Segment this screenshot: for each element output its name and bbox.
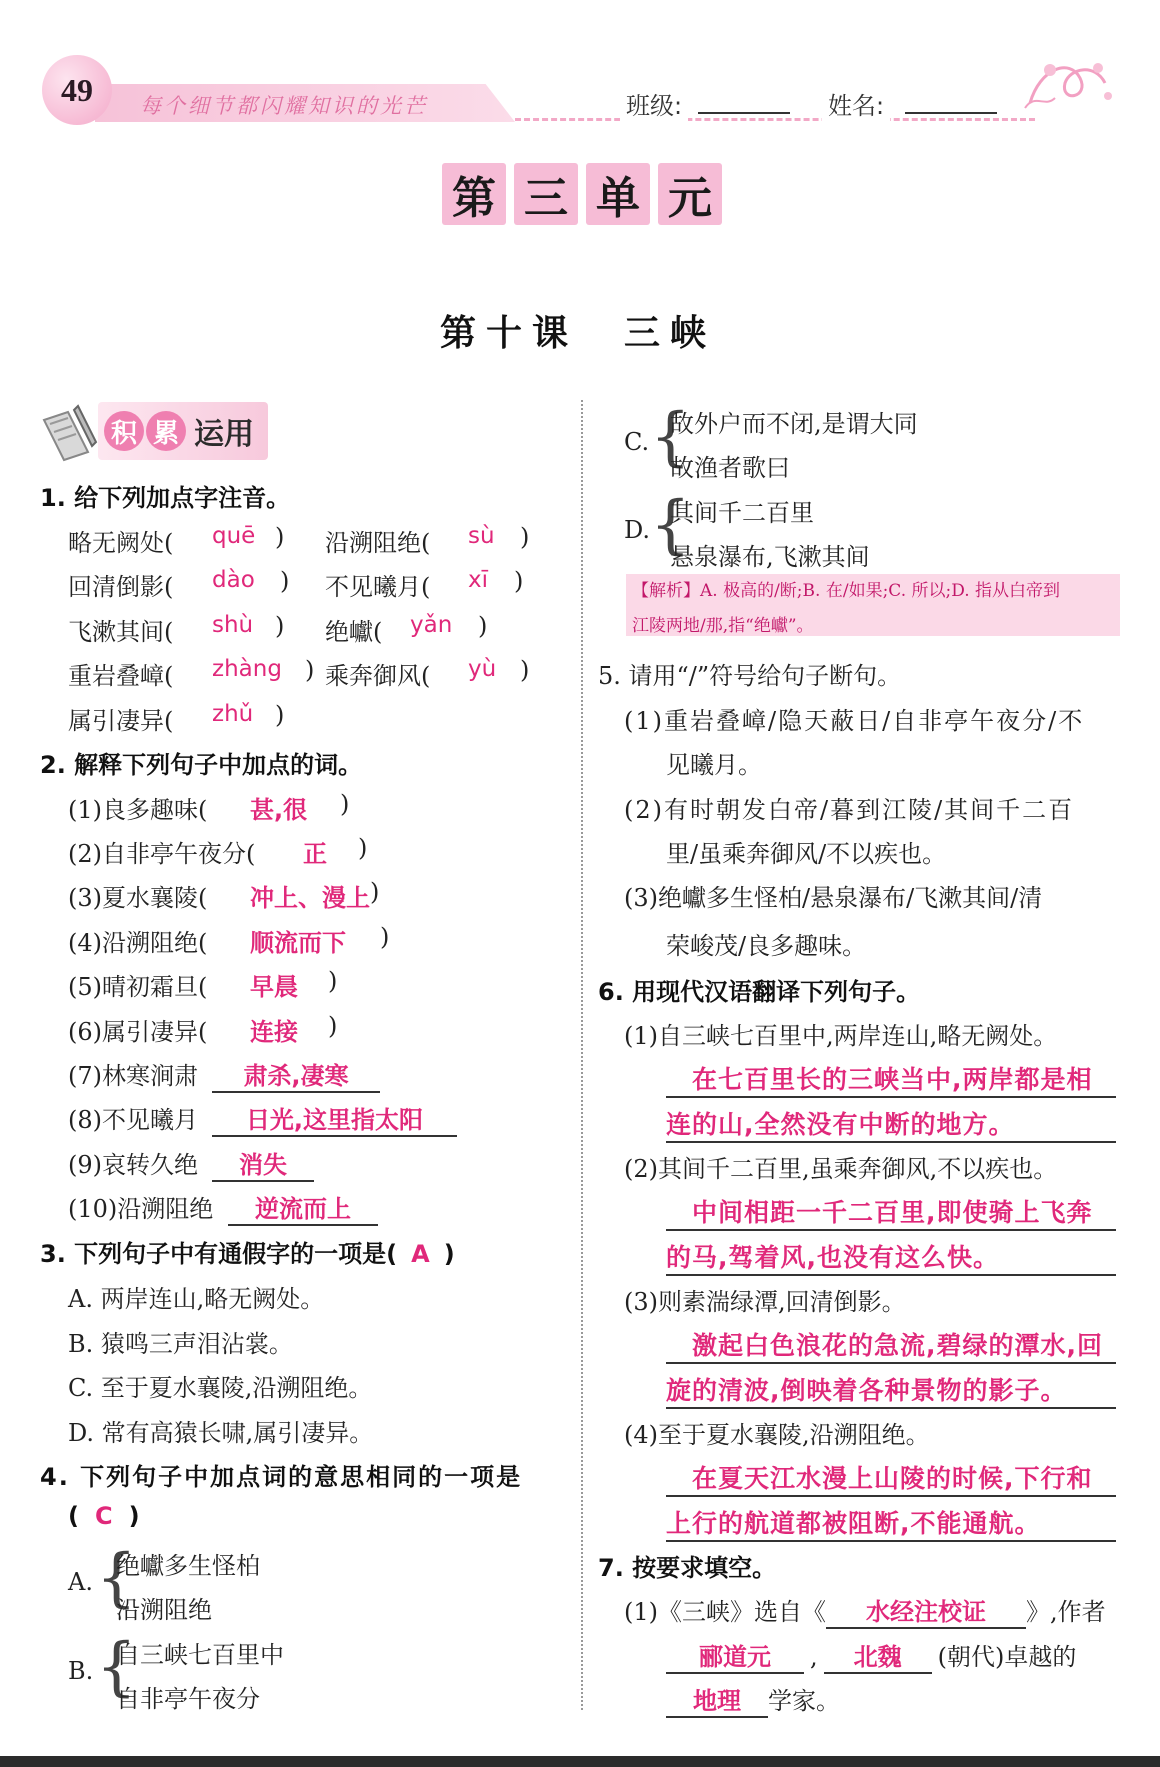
section-badge: 积 bbox=[104, 411, 144, 451]
q4-option-label: B. bbox=[68, 1657, 94, 1685]
q2-answer[interactable]: 正 bbox=[303, 840, 327, 868]
q1-close: ) bbox=[520, 523, 530, 551]
q1-answer[interactable]: zhàng bbox=[212, 656, 282, 682]
q7-answer[interactable]: 水经注校证 bbox=[826, 1592, 1026, 1629]
q1-item: 属引凄异( bbox=[68, 707, 174, 735]
brace-icon: { bbox=[96, 1541, 137, 1615]
q2-answer[interactable]: 消失 bbox=[212, 1145, 314, 1182]
q4-option-line: 绝巘多生怪柏 bbox=[116, 1552, 260, 1580]
q4-option-label: A. bbox=[68, 1568, 93, 1596]
q6-answer[interactable]: 中间相距一千二百里,即使骑上飞奔 bbox=[666, 1193, 1116, 1231]
question-5-title: 5. 请用“/”符号给句子断句。 bbox=[598, 662, 902, 690]
q7-answer[interactable]: 郦道元 bbox=[666, 1637, 804, 1674]
q1-item: 重岩叠嶂( bbox=[68, 662, 174, 690]
q1-item: 绝巘( bbox=[325, 618, 383, 646]
q2-close: ) bbox=[358, 834, 368, 862]
q1-answer[interactable]: zhǔ bbox=[212, 701, 254, 727]
q2-item: (4)沿溯阻绝( bbox=[68, 929, 208, 957]
lesson-title: 第十课 三峡 bbox=[440, 312, 717, 354]
q2-close: ) bbox=[370, 878, 380, 906]
header-tagline: 每个细节都闪耀知识的光芒 bbox=[140, 94, 428, 118]
question-7-title: 7. 按要求填空。 bbox=[598, 1554, 777, 1582]
q1-close: ) bbox=[275, 701, 285, 729]
q1-close: ) bbox=[520, 656, 530, 684]
q1-answer[interactable]: sù bbox=[468, 523, 495, 549]
q7-line: 郦道元 , 北魏 (朝代)卓越的 bbox=[666, 1637, 1076, 1674]
q2-item: (1)良多趣味( bbox=[68, 796, 208, 824]
q3-option: D. 常有高猿长啸,属引凄异。 bbox=[68, 1419, 374, 1447]
section-header bbox=[98, 402, 268, 460]
q4-option-line: 故外户而不闭,是谓大同 bbox=[670, 410, 918, 438]
q2-answer[interactable]: 冲上、漫上 bbox=[250, 884, 370, 912]
bottom-edge bbox=[0, 1756, 1160, 1767]
q2-item: (5)晴初霜旦( bbox=[68, 973, 208, 1001]
q1-item: 飞漱其间( bbox=[68, 618, 174, 646]
unit-title-char: 元 bbox=[658, 163, 722, 225]
question-3-title: 3. 下列句子中有通假字的一项是( A ) bbox=[40, 1240, 455, 1268]
unit-title-char: 第 bbox=[442, 163, 506, 225]
q3-option: C. 至于夏水襄陵,沿溯阻绝。 bbox=[68, 1374, 373, 1402]
q7-line: 地理 学家。 bbox=[666, 1681, 840, 1718]
q4-option-line: 故渔者歌曰 bbox=[670, 454, 790, 482]
q7-line: (1)《三峡》选自《 水经注校证 》,作者 bbox=[624, 1592, 1106, 1629]
q4-option-label: C. bbox=[624, 428, 650, 456]
q2-item: (7)林寒涧肃 bbox=[68, 1062, 198, 1090]
q6-answer[interactable]: 旋的清波,倒映着各种景物的影子。 bbox=[666, 1371, 1116, 1409]
q1-item: 略无阙处( bbox=[68, 529, 174, 557]
q1-close: ) bbox=[275, 612, 285, 640]
q2-close: ) bbox=[340, 790, 350, 818]
q1-close: ) bbox=[275, 523, 285, 551]
q1-answer[interactable]: xī bbox=[468, 567, 489, 593]
q1-answer[interactable]: shù bbox=[212, 612, 254, 638]
q6-answer[interactable]: 激起白色浪花的急流,碧绿的潭水,回 bbox=[666, 1326, 1116, 1364]
flourish-ornament-icon bbox=[1020, 48, 1120, 118]
q1-close: ) bbox=[305, 656, 315, 684]
q2-answer[interactable]: 连接 bbox=[250, 1018, 298, 1046]
q5-line: 里/虽乘奔御风/不以疾也。 bbox=[666, 840, 947, 868]
class-label: 班级: bbox=[620, 86, 688, 121]
q1-answer[interactable]: yù bbox=[468, 656, 497, 682]
q2-close: ) bbox=[380, 923, 390, 951]
q1-answer[interactable]: quē bbox=[212, 523, 256, 549]
q2-close: ) bbox=[328, 967, 338, 995]
q1-close: ) bbox=[478, 612, 488, 640]
q5-line: (3)绝巘多生怪柏/悬泉瀑布/飞漱其间/清 bbox=[624, 884, 1043, 912]
section-title: 运用 bbox=[194, 417, 254, 452]
q3-option: B. 猿鸣三声泪沾裳。 bbox=[68, 1330, 293, 1358]
q1-row bbox=[68, 523, 173, 558]
q6-question: (4)至于夏水襄陵,沿溯阻绝。 bbox=[624, 1421, 930, 1449]
name-field[interactable] bbox=[905, 112, 997, 114]
q7-answer[interactable]: 北魏 bbox=[824, 1637, 932, 1674]
q2-close: ) bbox=[328, 1012, 338, 1040]
q6-answer[interactable]: 在夏天江水漫上山陵的时候,下行和 bbox=[666, 1459, 1116, 1497]
q2-item: (8)不见曦月 bbox=[68, 1106, 198, 1134]
q5-line: 见曦月。 bbox=[666, 751, 762, 779]
q6-answer[interactable]: 连的山,全然没有中断的地方。 bbox=[666, 1105, 1116, 1143]
q6-question: (2)其间千二百里,虽乘奔御风,不以疾也。 bbox=[624, 1155, 1058, 1183]
q1-close: ) bbox=[280, 567, 290, 595]
q2-item: (6)属引凄异( bbox=[68, 1018, 208, 1046]
q3-answer[interactable]: A bbox=[411, 1240, 430, 1268]
q6-answer[interactable]: 上行的航道都被阻断,不能通航。 bbox=[666, 1504, 1116, 1542]
class-field[interactable] bbox=[698, 112, 790, 114]
q5-line: (1)重岩叠嶂/隐天蔽日/自非亭午夜分/不 bbox=[624, 707, 1085, 735]
brace-icon: { bbox=[96, 1630, 137, 1704]
q1-close: ) bbox=[514, 567, 524, 595]
question-6-title: 6. 用现代汉语翻译下列句子。 bbox=[598, 978, 921, 1006]
question-1-title: 1. 给下列加点字注音。 bbox=[40, 484, 291, 512]
explanation-line: 江陵两地/那,指“绝巘”。 bbox=[632, 616, 814, 636]
question-2-title: 2. 解释下列句子中加点的词。 bbox=[40, 751, 363, 779]
explanation-box bbox=[626, 574, 1120, 636]
q5-line: (2)有时朝发白帝/暮到江陵/其间千二百 bbox=[624, 796, 1075, 824]
q4-option-line: 自非亭午夜分 bbox=[116, 1685, 260, 1713]
brace-icon: { bbox=[650, 488, 691, 562]
q4-option-line: 其间千二百里 bbox=[670, 499, 814, 527]
question-4-title: 4. 下列句子中加点词的意思相同的一项是 bbox=[40, 1463, 523, 1491]
q1-item: 乘奔御风( bbox=[325, 662, 431, 690]
section-badge: 累 bbox=[146, 411, 186, 451]
q2-item: (10)沿溯阻绝 bbox=[68, 1195, 214, 1223]
q4-option-line: 悬泉瀑布,飞漱其间 bbox=[670, 543, 870, 571]
q6-answer[interactable]: 的马,驾着风,也没有这么快。 bbox=[666, 1238, 1116, 1276]
name-label: 姓名: bbox=[822, 86, 890, 121]
q4-option-line: 自三峡七百里中 bbox=[116, 1641, 284, 1669]
q4-option-label: D. bbox=[624, 516, 651, 544]
notebook-pen-icon bbox=[38, 402, 100, 462]
unit-title-char: 单 bbox=[586, 163, 650, 225]
q6-question: (1)自三峡七百里中,两岸连山,略无阙处。 bbox=[624, 1022, 1058, 1050]
page-number: 49 bbox=[42, 55, 112, 125]
q4-option-line: 沿溯阻绝 bbox=[116, 1596, 212, 1624]
q7-answer[interactable]: 地理 bbox=[666, 1681, 768, 1718]
brace-icon: { bbox=[650, 400, 691, 474]
q6-answer[interactable]: 在七百里长的三峡当中,两岸都是相 bbox=[666, 1060, 1116, 1098]
column-divider bbox=[581, 400, 583, 1710]
q2-answer[interactable]: 逆流而上 bbox=[228, 1189, 378, 1226]
q1-item: 回清倒影( bbox=[68, 573, 174, 601]
q2-answer[interactable]: 肃杀,凄寒 bbox=[212, 1056, 380, 1093]
q2-item: (3)夏水襄陵( bbox=[68, 884, 208, 912]
explanation-line: 【解析】A. 极高的/断;B. 在/如果;C. 所以;D. 指从白帝到 bbox=[632, 581, 1061, 601]
q1-answer[interactable]: yǎn bbox=[410, 612, 453, 638]
q5-line: 荣峻茂/良多趣味。 bbox=[666, 932, 867, 960]
q1-item: 不见曦月( bbox=[325, 573, 431, 601]
q1-item: 沿溯阻绝( bbox=[325, 529, 431, 557]
q1-answer[interactable]: dào bbox=[212, 567, 255, 593]
q2-answer[interactable]: 日光,这里指太阳 bbox=[212, 1100, 457, 1137]
q2-item: (2)自非亭午夜分( bbox=[68, 840, 256, 868]
q2-answer[interactable]: 顺流而下 bbox=[250, 929, 346, 957]
unit-title bbox=[442, 163, 722, 225]
header-dashed-divider bbox=[515, 118, 1035, 121]
q2-item: (9)哀转久绝 bbox=[68, 1151, 198, 1179]
q4-answer-paren: ( C ) bbox=[68, 1502, 140, 1530]
q2-answer[interactable]: 甚,很 bbox=[250, 796, 308, 824]
q3-option: A. 两岸连山,略无阙处。 bbox=[68, 1285, 325, 1313]
q2-answer[interactable]: 早晨 bbox=[250, 973, 298, 1001]
q4-answer[interactable]: C bbox=[94, 1502, 113, 1530]
unit-title-char: 三 bbox=[514, 163, 578, 225]
q6-question: (3)则素湍绿潭,回清倒影。 bbox=[624, 1288, 906, 1316]
